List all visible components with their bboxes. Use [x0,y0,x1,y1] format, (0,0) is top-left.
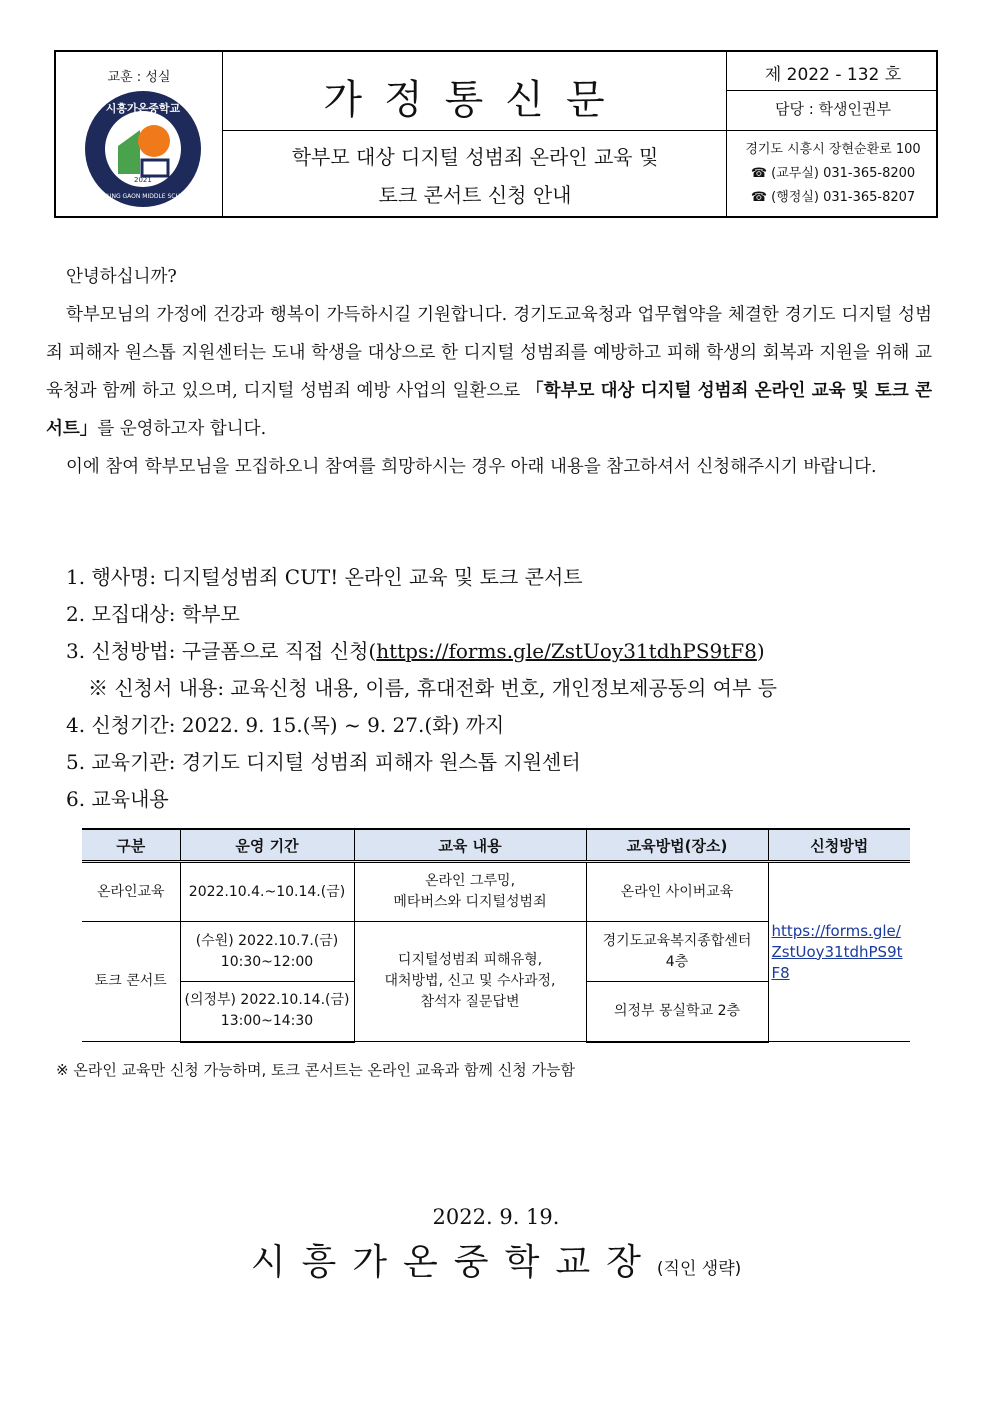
column-header: 신청방법 [768,829,910,862]
table-cell: 토크 콘서트 [82,922,180,1042]
table-cell: 의정부 몽실학교 2층 [586,982,768,1042]
signature [0,1234,992,1285]
phone-office: ☎ (교무실) 031-365-8200 [750,166,916,181]
signer-name: 시흥가온중학교장 [250,1242,657,1283]
subtitle-line: 토크 콘서트 신청 안내 [378,183,572,207]
contact-info [728,138,938,210]
greeting: 안녕하십니까? [66,267,177,287]
table-row [82,862,910,922]
address: 경기도 시흥시 장현순환로 100 [745,142,921,157]
table-cell: 온라인 사이버교육 [586,862,768,922]
list-item: 4. 신청기간: 2022. 9. 15.(목) ~ 9. 27.(화) 까지 [66,713,505,737]
cell-line: 대처방법, 신고 및 수사과정, [384,973,556,989]
page-title: 가정통신문 [323,77,627,123]
header-box [54,50,938,218]
table-cell [586,922,768,982]
svg-text:2021: 2021 [134,176,152,184]
divider [726,52,727,216]
paragraph-2: 이에 참여 학부모님을 모집하오니 참여를 희망하시는 경우 아래 내용을 참고하셔서 신청해주시기 바랍니다. [66,457,877,477]
cell-line: (의정부) 2022.10.14.(금) [184,992,350,1009]
cell-line: 온라인 그루밍, [424,873,516,889]
list-note: ※ 신청서 내용: 교육신청 내용, 이름, 휴대전화 번호, 개인정보제공동의 여부 등 [88,676,777,700]
cell-line: 메타버스와 디지털성범죄 [393,894,547,910]
table-note: ※ 온라인 교육만 신청 가능하며, 토크 콘서트는 온라인 교육과 함께 신청 가능함 [56,1061,575,1079]
table-cell [180,922,354,982]
divider [222,52,223,216]
table-cell: 2022.10.4.~10.14.(금) [180,862,354,922]
phone-admin: ☎ (행정실) 031-365-8207 [750,190,916,205]
issue-date: 2022. 9. 19. [432,1205,560,1229]
divider [222,130,936,131]
table-cell [354,922,586,1042]
table-header-row [82,829,910,862]
cell-line: 디지털성범죄 피해유형, [397,952,543,968]
divider [726,90,936,91]
column-header: 교육방법(장소) [586,829,768,862]
column-header: 운영 기간 [180,829,354,862]
seal-note: (직인 생략) [656,1259,742,1279]
column-header: 구분 [82,829,180,862]
paragraph-1 [46,296,932,448]
list-text: 3. 신청방법: 구글폼으로 직접 신청( [66,639,377,663]
cell-line: 경기도교육복지종합센터 [602,932,752,949]
cell-line: (수원) 2022.10.7.(금) [195,932,339,949]
list-item: 2. 모집대상: 학부모 [66,602,240,626]
school-logo [84,90,202,208]
paragraph-text: 를 운영하고자 합니다. [97,419,267,439]
issue-number: 제 2022 - 132 호 [764,65,902,85]
list-item: 6. 교육내용 [66,787,169,811]
table-cell [180,982,354,1042]
form-link[interactable]: https://forms.gle/ZstUoy31tdhPS9tF8 [376,639,757,663]
cell-line: 10:30~12:00 [220,953,314,970]
detail-list [66,559,936,818]
svg-text:SIHEUNG GAON MIDDLE SCHOOL: SIHEUNG GAON MIDDLE SCHOOL [93,193,193,200]
schedule-table [82,828,910,1043]
subtitle-line: 학부모 대상 디지털 성범죄 온라인 교육 및 [291,145,659,169]
cell-line: 4층 [665,953,689,970]
list-text: ) [756,639,765,663]
notice-subtitle [224,138,726,214]
paragraph-text: 학부모님의 가정에 건강과 행복이 가득하시길 기원합니다. 경기도교육청과 업무협약을 체결한 경기도 디지털 성범죄 피해자 원스톱 지원센터는 도내 학생을 대상으로 한 디지털 성범죄를 예방하고 피해 학생의 회복과 지원을 위해 교육청과 함께 하고 있으며, 디지털 성범죄 예방 사업의 일환으로 [46,305,932,401]
department: 담당 : 학생인권부 [774,100,892,118]
cell-line: 13:00~14:30 [220,1013,314,1030]
apply-link[interactable]: https://forms.gle/ZstUoy31tdhPS9tF8 [768,862,910,1042]
list-item: 5. 교육기관: 경기도 디지털 성범죄 피해자 원스톱 지원센터 [66,750,581,774]
letter-body [46,258,932,486]
table-cell [354,862,586,922]
column-header: 교육 내용 [354,829,586,862]
list-item [66,633,936,670]
school-motto: 교훈 : 성실 [107,70,171,85]
list-item: 1. 행사명: 디지털성범죄 CUT! 온라인 교육 및 토크 콘서트 [66,565,583,589]
svg-text:시흥가온중학교: 시흥가온중학교 [105,102,181,115]
cell-line: 참석자 질문답변 [420,994,520,1010]
event-title: 「학부모 대상 디지털 성범죄 온라인 교육 및 토크 콘서트」 [46,381,932,439]
table-cell: 온라인교육 [82,862,180,922]
